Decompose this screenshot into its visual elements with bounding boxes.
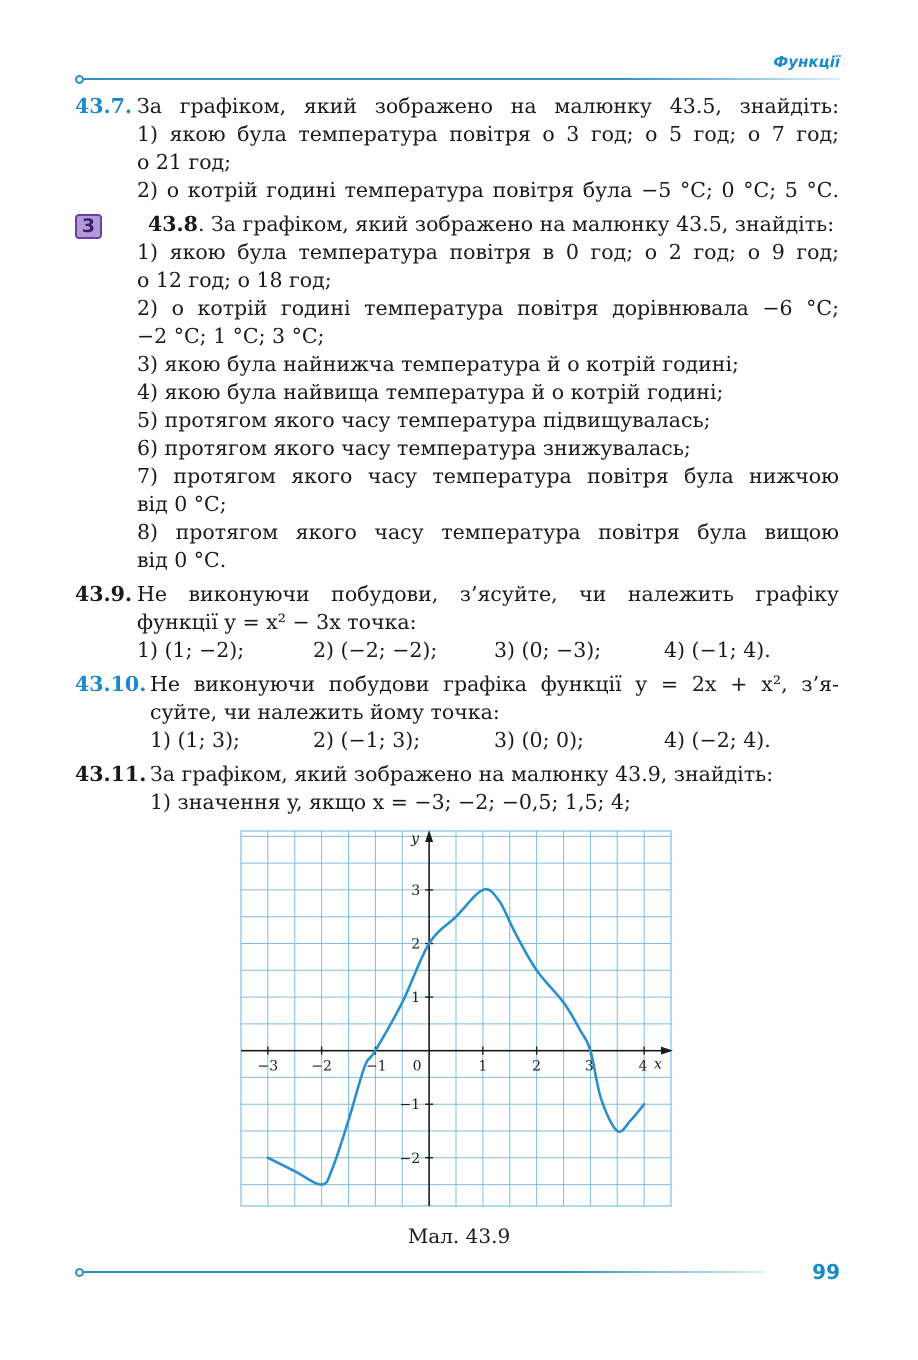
problem-text-line: суйте, чи належить йому точка: (150, 700, 500, 724)
chart-grid (241, 831, 671, 1206)
answer-option: 3) (0; −3); (494, 638, 602, 662)
problem-text-line: За графіком, який зображено на малюнку 43.9, знайдіть: (150, 762, 774, 786)
problem-text-line: За графіком, який зображено на малюнку 43.5, знайдіть: (137, 94, 839, 118)
answer-option: 1) (1; −2); (137, 638, 245, 662)
problem-text-line: 1) значення y, якщо x = −3; −2; −0,5; 1,5; 4; (150, 790, 631, 814)
y-tick-label: 3 (411, 882, 421, 899)
x-tick-label: −3 (257, 1058, 279, 1075)
footer-rule-dot (75, 1268, 84, 1277)
answer-option: 1) (1; 3); (150, 728, 240, 752)
problem-text-line: 8) протягом якого часу температура повітря була вищою (137, 520, 839, 544)
answer-option: 4) (−1; 4). (664, 638, 771, 662)
x-tick-label: −1 (366, 1058, 387, 1075)
chart-axes (241, 830, 673, 1206)
problem-text-line: 2) о котрій годині температура повітря дорівнювала −6 °С; (137, 296, 839, 320)
answer-option: 2) (−2; −2); (313, 638, 438, 662)
section-title: Функції (773, 53, 840, 71)
problem-number: 43.10. (75, 672, 147, 696)
y-tick-label: −1 (399, 1097, 421, 1114)
problem-text-line: 3) якою була найнижча температура й о котрій годині; (137, 352, 739, 376)
y-tick-label: 1 (411, 990, 421, 1007)
problem-text-line: 1) якою була температура повітря в 0 год; о 2 год; о 9 год; (137, 240, 839, 264)
problem-text-line: . За графіком, який зображено на малюнку 43.5, знайдіть: (197, 212, 835, 236)
y-tick-label: 2 (411, 936, 421, 953)
problem-text-line: функції y = x² − 3x точка: (137, 610, 417, 634)
answer-option: 4) (−2; 4). (664, 728, 771, 752)
y-tick-label: −2 (399, 1150, 421, 1167)
x-tick-label: 3 (584, 1058, 594, 1075)
answer-option: 3) (0; 0); (494, 728, 584, 752)
chart-labels (258, 831, 662, 1167)
x-tick-label: 4 (638, 1058, 648, 1075)
problem-number: 43.11. (75, 762, 147, 786)
problem-text-line: від 0 °С. (137, 548, 227, 572)
x-tick-label: −2 (311, 1058, 332, 1075)
problem-text-line: від 0 °С; (137, 492, 227, 516)
problem-text-line: 4) якою була найвища температура й о котрій годині; (137, 380, 724, 404)
problem-text-line: 6) протягом якого часу температура знижувалась; (137, 436, 691, 460)
problem-text-line: 5) протягом якого часу температура підвищувалась; (137, 408, 711, 432)
problem-text-line: 1) якою була температура повітря о 3 год; о 5 год; о 7 год; (137, 122, 839, 146)
answer-option: 2) (−1; 3); (313, 728, 421, 752)
problem-text-line: Не виконуючи побудови, з’ясуйте, чи належить графіку (137, 582, 839, 606)
problem-text-line: −2 °С; 1 °С; 3 °С; (137, 324, 325, 348)
problem-text-line: о 12 год; о 18 год; (137, 268, 332, 292)
x-tick-label: 1 (478, 1058, 488, 1075)
problem-text-line: о 21 год; (137, 150, 232, 174)
difficulty-badge: 3 (75, 214, 102, 239)
problem-text-line: 2) о котрій годині температура повітря була −5 °С; 0 °С; 5 °С. (137, 178, 839, 202)
y-axis-label: y (411, 831, 420, 847)
problem-number: 43.7. (75, 94, 133, 118)
figure-caption: Мал. 43.9 (407, 1224, 511, 1248)
footer-rule (84, 1271, 764, 1273)
x-axis-label: x (654, 1056, 662, 1073)
problem-text-line: Не виконуючи побудови графіка функції y = 2x + x², з’я- (150, 672, 839, 696)
x-tick-label: 0 (412, 1058, 422, 1075)
problem-number: 43.8 (148, 212, 198, 236)
x-tick-label: 2 (532, 1058, 542, 1075)
problem-text-line: 7) протягом якого часу температура повітря була нижчою (137, 464, 839, 488)
problem-number: 43.9. (75, 582, 133, 606)
page-number: 99 (812, 1260, 840, 1284)
